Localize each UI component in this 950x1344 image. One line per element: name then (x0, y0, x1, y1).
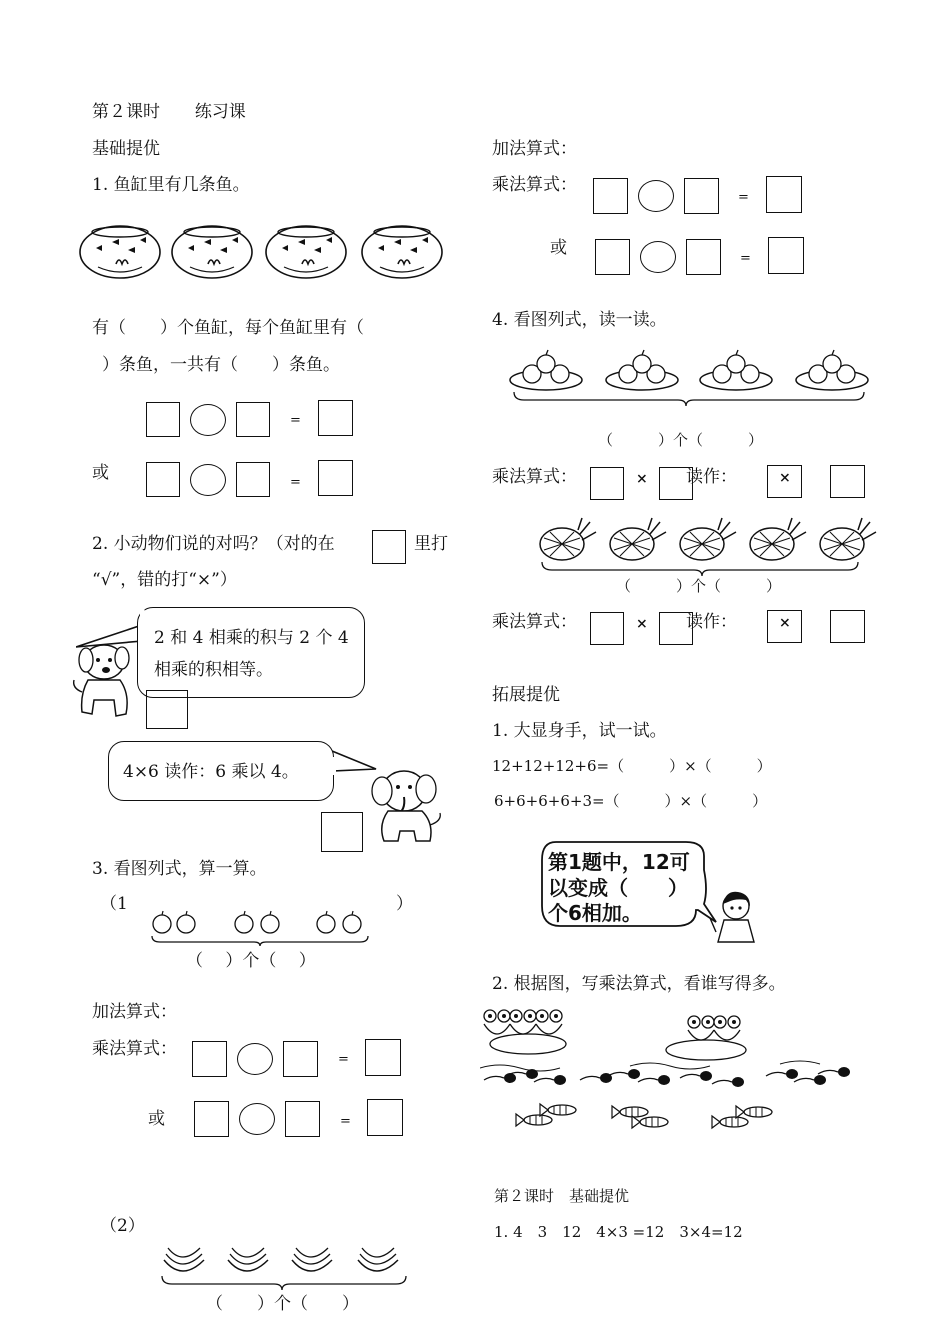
times-sign: × (636, 471, 648, 487)
q3-mul-label: 乘法算式： (92, 1039, 177, 1059)
girl-bubble-line2: 以变成（ ） (548, 876, 688, 900)
girl-bubble-line1: 第1题中，12可 (548, 850, 690, 874)
read-label: 读作： (686, 467, 737, 487)
q2-title-b: 里打 (414, 534, 448, 554)
fish-icon (516, 1114, 552, 1126)
ext1-line1: 12+12+12+6=（ ）×（ ） (492, 757, 772, 775)
answer-box[interactable] (830, 610, 865, 643)
q4-count-label1: （ ）个（ ） (598, 431, 764, 449)
answer-box[interactable] (830, 465, 865, 498)
fishbowl-icon (80, 226, 160, 278)
or-label: 或 (148, 1109, 165, 1129)
tadpole-icon (484, 1073, 516, 1083)
fruit-plate-icon (510, 350, 582, 390)
bubble1-line2: 相乘的积相等。 (154, 660, 273, 680)
operator-oval[interactable] (640, 241, 676, 273)
check-box[interactable] (146, 690, 188, 729)
elephant-illustration (368, 765, 448, 847)
banana-bunch-icon (164, 1248, 204, 1271)
q4-count-label2: （ ）个（ ） (616, 577, 782, 595)
q3-part1-open: （1 (100, 894, 128, 914)
girl-bubble-line3: 个6相加。 (548, 901, 642, 925)
operator-oval[interactable] (190, 464, 226, 496)
answer-box[interactable] (318, 400, 353, 436)
section-ext-heading: 拓展提优 (492, 685, 560, 705)
answer-box[interactable] (766, 176, 802, 213)
apples-illustration (150, 910, 370, 946)
section-basic-heading: 基础提优 (92, 139, 160, 159)
answer-box[interactable] (146, 462, 180, 497)
pineapples-illustration (530, 512, 880, 578)
bubble1-line1: 2 和 4 相乘的积与 2 个 4 (154, 628, 349, 648)
operator-oval[interactable] (237, 1043, 273, 1075)
q2-title-a: 2. 小动物们说的对吗？（对的在 (92, 534, 335, 554)
q1-title: 1. 鱼缸里有几条鱼。 (92, 175, 250, 195)
lesson-title (92, 104, 246, 121)
answer-box[interactable] (365, 1039, 401, 1076)
pond-illustration (480, 1002, 856, 1138)
times-sign: × (636, 616, 648, 632)
equals-sign: = (290, 413, 301, 428)
q2-title-c: “√”，错的打“×”） (92, 570, 237, 590)
or-label: 或 (550, 238, 567, 258)
equals-sign: = (340, 1114, 351, 1129)
bubble2-text: 4×6 读作：6 乘以 4。 (123, 762, 299, 782)
lesson-type: 练习课 (194, 102, 246, 122)
answer-box[interactable] (194, 1101, 229, 1137)
lesson-number: 第２课时 (92, 102, 160, 122)
apple-icon (153, 911, 171, 933)
frog-icon (484, 1010, 510, 1034)
q3-title: 3. 看图列式，算一算。 (92, 859, 267, 879)
answers-header: 第２课时 基础提优 (494, 1187, 630, 1205)
check-box[interactable] (321, 812, 363, 852)
q3-part1-close: ） (396, 894, 413, 914)
equals-sign: = (738, 190, 749, 205)
speech-bubble-elephant (108, 741, 334, 801)
ext1-title: 1. 大显身手，试一试。 (492, 721, 667, 741)
ext2-title: 2. 根据图，写乘法算式，看谁写得多。 (492, 974, 786, 994)
q1-line2: ）条鱼，一共有（ ）条鱼。 (102, 355, 340, 375)
answer-box[interactable] (768, 237, 804, 274)
times-sign: × (779, 470, 791, 486)
answer-box[interactable] (236, 402, 270, 437)
q3-count-label2: （ ）个（ ） (206, 1294, 359, 1314)
operator-oval[interactable] (239, 1103, 275, 1135)
bananas-illustration (160, 1242, 410, 1292)
answer-box[interactable] (318, 460, 353, 496)
q4-title: 4. 看图列式，读一读。 (492, 310, 667, 330)
or-label: 或 (92, 463, 109, 483)
puppy-illustration (70, 642, 144, 722)
operator-oval[interactable] (190, 404, 226, 436)
answer-box[interactable] (146, 402, 180, 437)
answer-box[interactable] (595, 239, 630, 275)
girl-illustration (708, 888, 760, 944)
answer-box[interactable] (192, 1041, 227, 1077)
q1-line1: 有（ ）个鱼缸，每个鱼缸里有（ (92, 318, 364, 338)
answer-box[interactable] (686, 239, 721, 275)
answer-box[interactable] (236, 462, 270, 497)
equals-sign: = (740, 251, 751, 266)
q4-mul-label-2: 乘法算式： (492, 612, 577, 632)
q4-mul-label-1: 乘法算式： (492, 467, 577, 487)
speech-bubble-dog (137, 607, 365, 698)
read-label: 读作： (686, 612, 737, 632)
equals-sign: = (338, 1052, 349, 1067)
fishbowls-illustration (78, 222, 450, 282)
ext1-line2: 6+6+6+6+3=（ ）×（ ） (494, 792, 768, 810)
answer-box[interactable] (285, 1101, 320, 1137)
q3-part2: （2） (100, 1216, 145, 1236)
q3-add-label: 加法算式： (92, 1002, 177, 1022)
pineapple-icon (540, 518, 596, 560)
answer-box[interactable] (590, 467, 624, 500)
answers-line1: 1. 4 3 12 4×3 =12 3×4=12 (494, 1223, 743, 1241)
operator-oval[interactable] (638, 180, 674, 212)
answer-box[interactable] (367, 1099, 403, 1136)
equals-sign: = (290, 475, 301, 490)
right-mul-label: 乘法算式： (492, 175, 577, 195)
right-add-label: 加法算式： (492, 139, 577, 159)
times-sign: × (779, 615, 791, 631)
answer-box[interactable] (684, 178, 719, 214)
answer-box[interactable] (593, 178, 628, 214)
fruit-plates-illustration (508, 348, 878, 410)
check-box[interactable] (372, 530, 406, 564)
answer-box[interactable] (283, 1041, 318, 1077)
q3-count-label: （ ）个（ ） (186, 951, 316, 971)
answer-box[interactable] (590, 612, 624, 645)
